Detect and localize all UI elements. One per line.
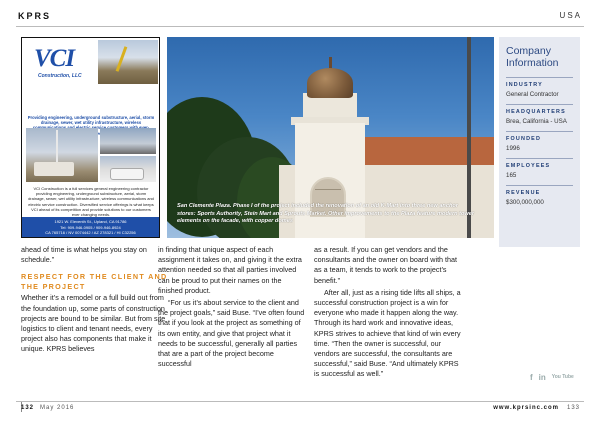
ad-vehicle-photo [100, 156, 156, 182]
ad-crane-photo [98, 40, 158, 84]
vci-logo-text: VCI [34, 45, 75, 72]
article-paragraph: Whether it’s a remodel or a full build out from the foundation up, some parts of construction projects are bound to be similar. But from site logistics to client and tenant needs, every project also has components that make it unique. KPRS believes [21, 293, 166, 354]
footer-left [21, 405, 74, 411]
footer-divider [16, 401, 584, 402]
ad-phones: Tel: 909-946-0905 / 909-946-8924 [60, 224, 121, 230]
ad-tagline: Providing engineering, underground substructure, aerial, storm drainage, sewer, wet utility infrastructure, wireless service [27, 115, 155, 131]
info-label: REVENUE [506, 190, 541, 196]
article-paragraph: ahead of time is what helps you stay on schedule.” [21, 245, 147, 265]
vci-advertisement [21, 37, 160, 238]
ad-site-photo [100, 128, 156, 154]
ad-utility-truck-photo [26, 128, 98, 182]
social-links [530, 373, 574, 382]
left-page-number: 132 [21, 405, 35, 411]
san-clemente-plaza-photo [167, 37, 494, 238]
info-value: General Contractor [506, 91, 559, 98]
info-value: 1996 [506, 145, 520, 152]
article-column-2 [158, 245, 308, 371]
company-information-panel [499, 37, 580, 247]
ad-address: 1921 W. Eleventh St., Upland, CA 91786 [54, 219, 127, 224]
company-info-title: Company Information [506, 45, 559, 69]
article-column-3 [314, 245, 464, 382]
article-column-1 [21, 245, 171, 357]
vci-logo-subtitle: Construction, LLC [38, 73, 82, 79]
issue-date: May 2016 [40, 405, 75, 411]
magazine-section-title: KPRS [18, 11, 52, 21]
article-paragraph: in finding that unique aspect of each assignment it takes on, and giving it the extra attention needed so that all parties involved can be proud to put their names on the finished product. [158, 245, 302, 295]
info-label: HEADQUARTERS [506, 109, 566, 115]
facebook-icon[interactable]: f [530, 373, 533, 382]
ad-description: VCI Construction is a full services general engineering contractor providing engineering, underground substructure, aerial, storm drainage, sewer, wet utility infrastructure, wireless communications and electric service construction. Diversified service offerings is what keeps VCI ahead of its competition and provide solutions to our customers ever changing needs. [28, 186, 154, 218]
info-label: EMPLOYEES [506, 163, 551, 169]
info-revenue [506, 185, 573, 207]
info-value: Brea, California - USA [506, 118, 567, 125]
info-value: $300,000,000 [506, 199, 544, 206]
country-label: USA [559, 11, 582, 20]
article-paragraph: as a result. If you can get vendors and the consultants and the owner on board with that as a team, it tends to work to the project’s benefit.” [314, 245, 458, 285]
article-subheading: RESPECT FOR THE CLIENT AND THE PROJECT [21, 272, 168, 292]
header-divider [16, 26, 584, 27]
info-headquarters [506, 104, 573, 126]
ad-licenses: CA 765716 / NV 0074442 / AZ 278321 / HI C32256 [45, 230, 136, 235]
article-paragraph: “For us it’s about service to the client and the project goals,” said Buse. “I’ve often found that if you look at the project as something of its own entity, and give that project what it needs to be successful, generally all parties that are a part of the project become successful [158, 298, 305, 369]
info-value: 165 [506, 172, 517, 179]
photo-caption: San Clemente Plaza. Phase I of the project included the renovation of an old K-Mart into three new anchor stores: Sports Authority, Stein Mart and Sprouts Market. Other improvements to the Plaza feature modern tower elements on the facade, with copper domes [177, 203, 475, 225]
vci-logo [28, 43, 96, 81]
linkedin-icon[interactable]: in [538, 373, 546, 382]
youtube-icon[interactable]: You Tube [551, 374, 574, 380]
info-employees [506, 158, 573, 180]
ad-photo-collage [26, 128, 156, 182]
info-industry [506, 77, 573, 99]
footer-right [493, 405, 580, 411]
copper-dome [307, 68, 353, 98]
info-label: FOUNDED [506, 136, 542, 142]
article-paragraph: After all, just as a rising tide lifts all ships, a successful construction project is a win for everyone who made it happen along the way. Through its hard work and innovative ideas, KPRS strives to achieve that kind of win every time. “Then the owner is successful, our vendors are successful, the consultants are successful,” said Buse. “And ultimately KPRS is successful as well.” [314, 287, 461, 379]
ad-contact-footer [22, 217, 159, 237]
info-founded [506, 131, 573, 153]
info-label: INDUSTRY [506, 82, 543, 88]
right-page-number: 133 [566, 405, 580, 411]
company-website: www.kprsinc.com [493, 405, 559, 411]
